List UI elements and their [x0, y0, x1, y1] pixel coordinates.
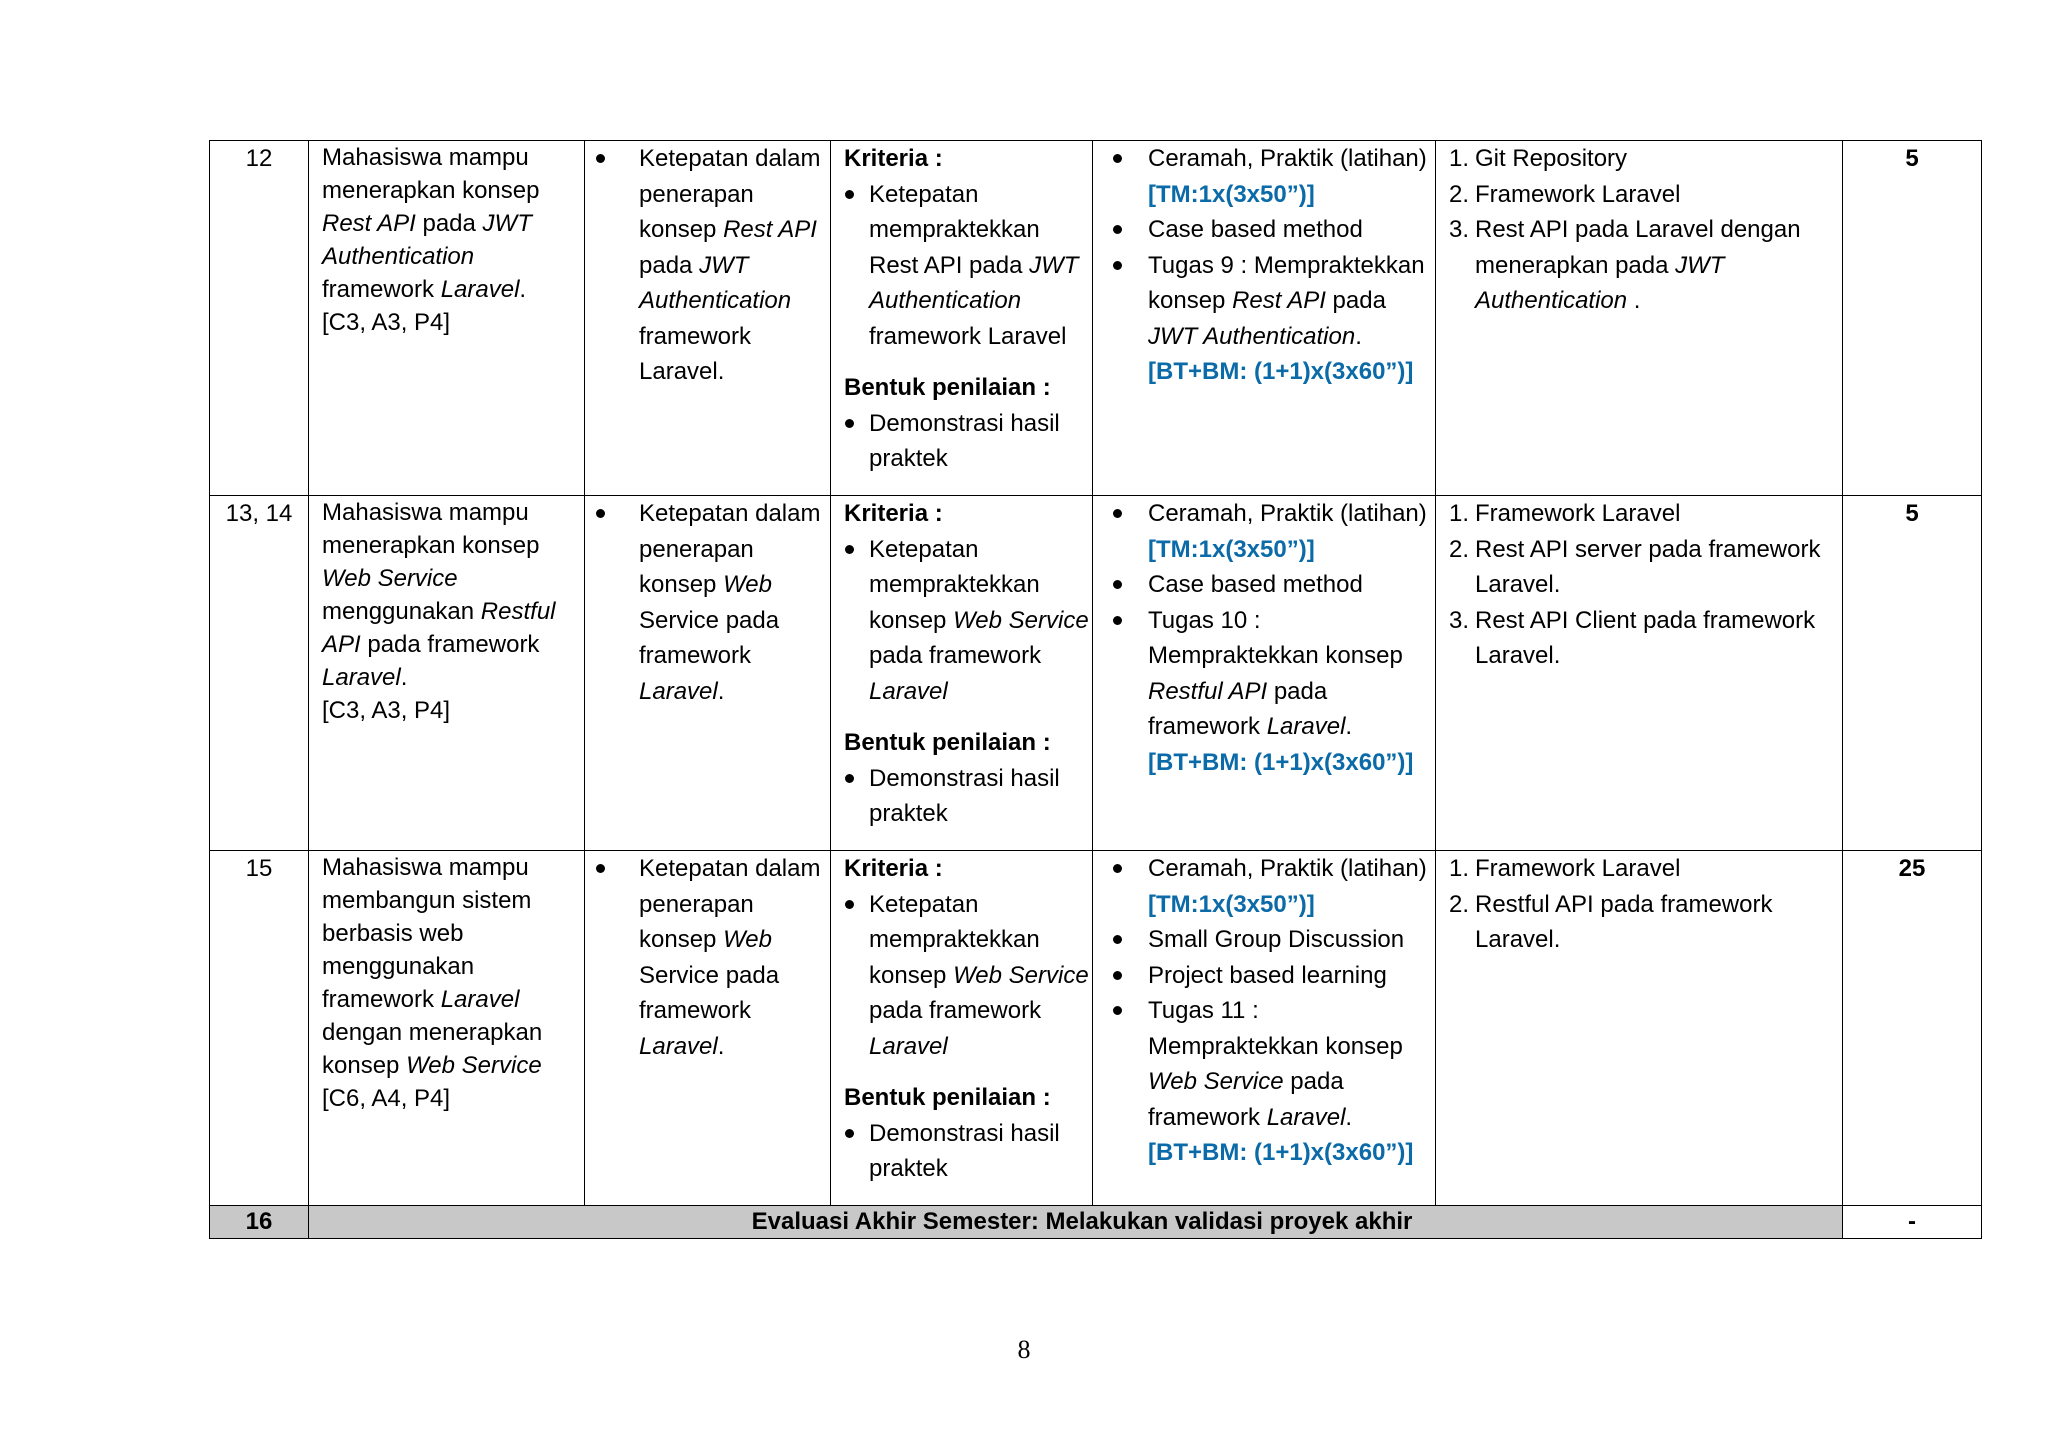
- table-row: [210, 851, 1982, 1206]
- materi-list: [1449, 496, 1842, 674]
- final-row: [210, 1206, 1982, 1239]
- metode-cell: [1093, 141, 1436, 496]
- indikator-text: [598, 851, 830, 1064]
- metode-item: [1106, 851, 1435, 887]
- text-run: Web Service: [406, 1052, 542, 1079]
- text-run: [C3, A3, P4]: [322, 309, 451, 336]
- text-run: Rest API: [322, 210, 416, 237]
- text-run: Laravel: [440, 276, 520, 303]
- bobot-cell: 5: [1843, 141, 1982, 496]
- bentuk-list: [844, 761, 1092, 832]
- cpmk-line: [322, 884, 584, 917]
- materi-number: 1.: [1449, 500, 1470, 527]
- bentuk-item: Demonstrasi hasil praktek: [844, 406, 1092, 477]
- text-run: pada: [1325, 287, 1386, 314]
- bentuk-penilaian-label: Bentuk penilaian :: [844, 374, 1051, 401]
- materi-number: 1.: [1449, 145, 1470, 172]
- bentuk-list: [844, 406, 1092, 477]
- text-run: pada framework: [869, 642, 1042, 669]
- kriteria-item: [844, 532, 1092, 710]
- text-run: menerapkan konsep: [322, 532, 540, 559]
- text-run: [C6, A4, P4]: [322, 1085, 451, 1112]
- rps-table-body: [210, 141, 1982, 1239]
- kriteria-list: [844, 887, 1092, 1065]
- text-run: dengan menerapkan: [322, 1019, 543, 1046]
- materi-number: 1.: [1449, 855, 1470, 882]
- text-run: pada: [639, 251, 700, 279]
- metode-list: [1106, 496, 1435, 780]
- text-run: .: [717, 1032, 725, 1060]
- bobot-cell: 5: [1843, 496, 1982, 851]
- metode-item: [1106, 922, 1435, 958]
- materi-item: [1449, 141, 1842, 177]
- text-run: Ceramah, Praktik (latihan): [1148, 145, 1427, 172]
- text-run: framework Laravel.: [639, 322, 752, 385]
- text-run: Web Service: [1148, 1068, 1284, 1095]
- text-run: API: [322, 631, 361, 658]
- materi-number: 3.: [1449, 216, 1470, 243]
- text-run: .: [400, 664, 408, 691]
- materi-item: [1449, 887, 1842, 958]
- kriteria-item: [844, 887, 1092, 1065]
- text-run: Web Service: [953, 606, 1089, 634]
- text-run: Mahasiswa mampu: [322, 854, 529, 881]
- text-run: Laravel: [639, 677, 718, 705]
- time-allocation: [BT+BM: (1+1)x(3x60”)]: [1148, 1139, 1414, 1166]
- text-run: Laravel: [639, 1032, 718, 1060]
- metode-item: [1106, 212, 1435, 248]
- text-run: Tugas 9 : Mempraktekkan konsep: [1148, 251, 1425, 314]
- cpmk-line: [322, 1016, 584, 1049]
- cpmk-line: [322, 496, 584, 529]
- rps-table: [209, 140, 1982, 1239]
- text-run: Case based method: [1148, 216, 1363, 243]
- cpmk-line: [322, 141, 584, 174]
- cpmk-line: [322, 1082, 584, 1115]
- kriteria-list: [844, 177, 1092, 355]
- bobot-cell: -: [1843, 1206, 1982, 1239]
- materi-item: [1449, 851, 1842, 887]
- metode-list: [1106, 851, 1435, 1171]
- week-cell: 16: [210, 1206, 309, 1239]
- materi-item: [1449, 177, 1842, 213]
- cpmk-line: [322, 529, 584, 562]
- metode-list: [1106, 141, 1435, 390]
- text-run: Tugas 10 : Mempraktekkan konsep: [1148, 606, 1403, 669]
- text-run: JWT Authentication: [1148, 322, 1356, 350]
- kriteria-cell: [831, 851, 1093, 1206]
- time-allocation: [TM:1x(3x50”)]: [1148, 535, 1315, 563]
- indikator-cell: [585, 496, 831, 851]
- text-run: Laravel: [869, 1032, 948, 1060]
- text-run: Ketepatan dalam penerapan konsep: [639, 500, 821, 598]
- kriteria-list: [844, 532, 1092, 710]
- text-run: Case based method: [1148, 571, 1363, 598]
- text-run: Mahasiswa mampu: [322, 144, 529, 171]
- text-run: Ceramah, Praktik (latihan): [1148, 855, 1427, 882]
- text-run: Web: [723, 926, 772, 953]
- indikator-text: [598, 141, 830, 390]
- cpmk-line: [322, 950, 584, 983]
- text-run: .: [1355, 322, 1362, 350]
- text-run: Tugas 11 : Mempraktekkan konsep: [1148, 997, 1403, 1060]
- week-cell: 12: [210, 141, 309, 496]
- cpmk-cell: [309, 496, 585, 851]
- text-run: pada framework: [1148, 677, 1328, 740]
- kriteria-cell: [831, 496, 1093, 851]
- time-allocation: [TM:1x(3x50”)]: [1148, 890, 1315, 918]
- cpmk-line: [322, 207, 584, 240]
- text-run: Project based learning: [1148, 961, 1387, 989]
- time-allocation: [TM:1x(3x50”)]: [1148, 180, 1315, 208]
- text-run: JWT Authentication: [1475, 251, 1725, 314]
- text-run: Laravel: [322, 664, 401, 691]
- bentuk-list: [844, 1116, 1092, 1187]
- text-run: Service pada framework: [639, 961, 780, 1024]
- text-run: .: [1627, 287, 1641, 314]
- text-run: Web Service: [322, 565, 458, 592]
- text-run: Laravel: [1266, 1103, 1346, 1131]
- materi-number: 2.: [1449, 535, 1470, 563]
- text-run: membangun sistem: [322, 887, 532, 914]
- page-number: 8: [1017, 1335, 1031, 1364]
- text-run: JWT: [482, 210, 532, 237]
- cpmk-cell: [309, 141, 585, 496]
- metode-cell: [1093, 851, 1436, 1206]
- metode-item: [1106, 567, 1435, 603]
- text-run: Ketepatan mempraktekkan konsep: [869, 535, 1040, 634]
- text-run: [C3, A3, P4]: [322, 697, 451, 724]
- metode-cell: [1093, 496, 1436, 851]
- materi-item: [1449, 496, 1842, 532]
- materi-cell: [1436, 496, 1843, 851]
- bentuk-item: Demonstrasi hasil praktek: [844, 761, 1092, 832]
- cpmk-line: [322, 661, 584, 694]
- materi-cell: [1436, 141, 1843, 496]
- text-run: Web Service: [953, 961, 1089, 989]
- text-run: .: [717, 677, 725, 705]
- text-run: Framework Laravel: [1475, 180, 1681, 208]
- materi-number: 2.: [1449, 890, 1470, 918]
- text-run: Ketepatan mempraktekkan Rest API pada: [869, 180, 1040, 279]
- text-run: framework: [322, 986, 441, 1013]
- week-cell: 15: [210, 851, 309, 1206]
- text-run: Mahasiswa mampu: [322, 499, 529, 526]
- text-run: Git Repository: [1475, 145, 1628, 172]
- week-cell: 13, 14: [210, 496, 309, 851]
- materi-number: 2.: [1449, 180, 1470, 208]
- time-allocation: [BT+BM: (1+1)x(3x60”)]: [1148, 748, 1414, 776]
- text-run: konsep: [322, 1052, 407, 1079]
- bentuk-item: Demonstrasi hasil praktek: [844, 1116, 1092, 1187]
- text-run: menggunakan: [322, 953, 475, 980]
- materi-item: [1449, 603, 1842, 674]
- cpmk-line: [322, 694, 584, 727]
- cpmk-line: [322, 306, 584, 339]
- cpmk-line: [322, 851, 584, 884]
- text-run: Restful API pada framework Laravel.: [1475, 890, 1773, 953]
- materi-item: [1449, 212, 1842, 319]
- text-run: JWT Authentication: [869, 251, 1079, 314]
- indikator-cell: [585, 851, 831, 1206]
- text-run: berbasis web: [322, 920, 464, 947]
- text-run: Web: [723, 571, 772, 598]
- text-run: pada framework: [360, 631, 540, 658]
- materi-number: 3.: [1449, 606, 1470, 634]
- text-run: Laravel: [869, 677, 948, 705]
- materi-list: [1449, 141, 1842, 319]
- text-run: Restful API: [1148, 677, 1268, 705]
- cpmk-line: [322, 273, 584, 306]
- metode-item: [1106, 248, 1435, 355]
- bentuk-penilaian-label: Bentuk penilaian :: [844, 729, 1051, 756]
- text-run: Restful: [480, 598, 556, 625]
- cpmk-line: [322, 917, 584, 950]
- cpmk-line: [322, 595, 584, 628]
- text-run: pada: [415, 210, 483, 237]
- text-run: Ceramah, Praktik (latihan): [1148, 500, 1427, 527]
- kriteria-label: Kriteria :: [844, 145, 943, 172]
- text-run: JWT Authentication: [639, 251, 792, 314]
- kriteria-label: Kriteria :: [844, 855, 943, 882]
- text-run: .: [519, 276, 527, 303]
- text-run: Laravel: [440, 986, 520, 1013]
- cpmk-line: [322, 983, 584, 1016]
- text-run: Small Group Discussion: [1148, 926, 1405, 953]
- cpmk-line: [322, 628, 584, 661]
- text-run: Framework Laravel: [1475, 855, 1681, 882]
- text-run: Rest API: [1232, 287, 1326, 314]
- spacer: [844, 354, 1092, 370]
- final-row-description: Evaluasi Akhir Semester: Melakukan validasi proyek akhir: [309, 1206, 1843, 1239]
- materi-item: [1449, 532, 1842, 603]
- kriteria-item: [844, 177, 1092, 355]
- indikator-text: [598, 496, 830, 709]
- cpmk-line: [322, 1049, 584, 1082]
- cpmk-cell: [309, 851, 585, 1206]
- cpmk-line: [322, 240, 584, 273]
- text-run: Framework Laravel: [1475, 500, 1681, 527]
- indikator-cell: [585, 141, 831, 496]
- text-run: framework Laravel: [869, 322, 1067, 350]
- cpmk-line: [322, 562, 584, 595]
- kriteria-label: Kriteria :: [844, 500, 943, 527]
- materi-cell: [1436, 851, 1843, 1206]
- text-run: Rest API pada Laravel dengan menerapkan pada: [1475, 216, 1801, 279]
- text-run: Ketepatan dalam penerapan konsep: [639, 855, 821, 953]
- text-run: Rest API server pada framework Laravel.: [1475, 535, 1821, 598]
- materi-list: [1449, 851, 1842, 958]
- bobot-cell: 25: [1843, 851, 1982, 1206]
- text-run: pada framework: [1148, 1068, 1344, 1131]
- text-run: framework: [322, 276, 441, 303]
- text-run: .: [1345, 713, 1353, 740]
- metode-item: [1106, 496, 1435, 532]
- text-run: Ketepatan mempraktekkan konsep: [869, 890, 1040, 989]
- table-row: [210, 496, 1982, 851]
- metode-item: [1106, 603, 1435, 745]
- spacer: [844, 1064, 1092, 1080]
- bentuk-penilaian-label: Bentuk penilaian :: [844, 1084, 1051, 1111]
- text-run: Rest API: [723, 216, 817, 243]
- text-run: menggunakan: [322, 598, 481, 625]
- metode-item: [1106, 993, 1435, 1135]
- text-run: Service pada framework: [639, 606, 780, 669]
- spacer: [844, 709, 1092, 725]
- kriteria-cell: [831, 141, 1093, 496]
- text-run: Ketepatan dalam penerapan konsep: [639, 145, 821, 243]
- table-row: [210, 141, 1982, 496]
- time-allocation: [BT+BM: (1+1)x(3x60”)]: [1148, 358, 1414, 385]
- text-run: .: [1345, 1103, 1353, 1131]
- text-run: pada framework: [869, 997, 1042, 1024]
- metode-item: [1106, 141, 1435, 177]
- text-run: Authentication: [322, 243, 475, 270]
- cpmk-line: [322, 174, 584, 207]
- text-run: Laravel: [1266, 713, 1346, 740]
- text-run: Rest API Client pada framework Laravel.: [1475, 606, 1816, 669]
- text-run: menerapkan konsep: [322, 177, 540, 204]
- metode-item: [1106, 958, 1435, 994]
